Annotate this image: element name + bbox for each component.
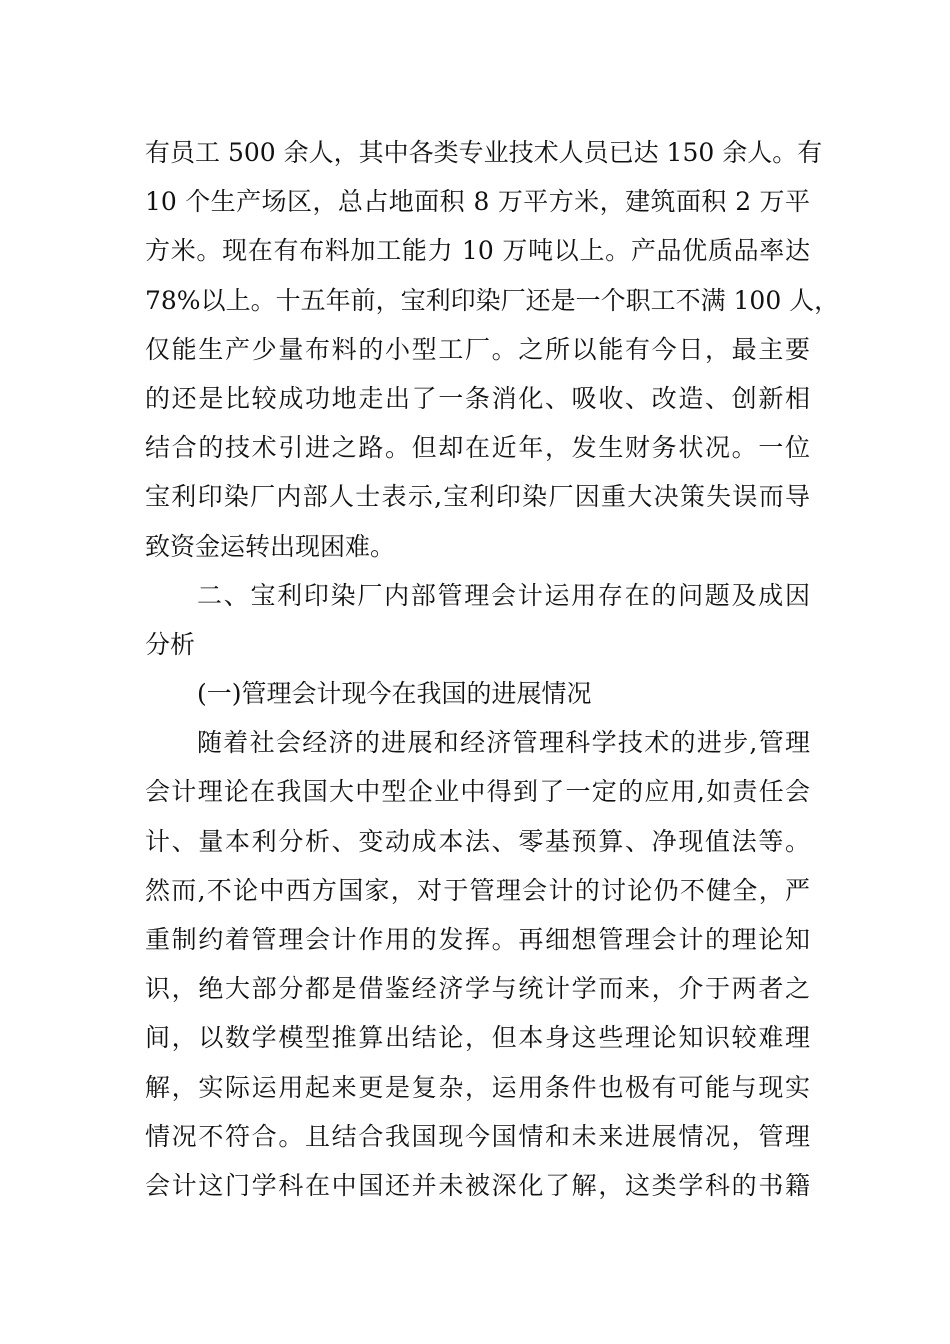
section-heading-continued: 分析 [145,629,196,659]
text-line: 计、量本利分析、变动成本法、零基预算、净现值法等。 [145,826,810,856]
text-line: 宝利印染厂内部人士表示,宝利印染厂因重大决策失误而导 [145,482,810,512]
text-line: 识，绝大部分都是借鉴经济学与统计学而来，介于两者之 [145,974,810,1004]
text-line: 随着社会经济的进展和经济管理科学技术的进步,管理 [197,728,810,758]
text-line: 的还是比较成功地走出了一条消化、吸收、改造、创新相 [145,383,810,413]
text-line: 会计这门学科在中国还并未被深化了解，这类学科的书籍 [145,1170,810,1200]
text-line: 然而,不论中西方国家，对于管理会计的讨论仍不健全，严 [145,875,810,905]
text-line: 情况不符合。且结合我国现今国情和未来进展情况，管理 [145,1121,810,1151]
text-line: 结合的技术引进之路。但却在近年，发生财务状况。一位 [145,433,810,463]
text-line: 间，以数学模型推算出结论，但本身这些理论知识较难理 [145,1023,810,1053]
text-line: 解，实际运用起来更是复杂，运用条件也极有可能与现实 [145,1072,810,1102]
text-line: 重制约着管理会计作用的发挥。再细想管理会计的理论知 [145,925,810,954]
text-line: 10 个生产场区，总占地面积 8 万平方米，建筑面积 2 万平 [145,187,810,217]
text-line: 仅能生产少量布料的小型工厂。之所以能有今日，最主要 [145,334,810,364]
text-line: 有员工 500 余人，其中各类专业技术人员已达 150 余人。有 [145,138,823,167]
text-line: 致资金运转出现困难。 [145,531,396,561]
section-heading: 二、宝利印染厂内部管理会计运用存在的问题及成因 [197,580,810,610]
text-line: 方米。现在有布料加工能力 10 万吨以上。产品优质品率达 [145,236,810,266]
text-line: 78%以上。十五年前，宝利印染厂还是一个职工不满 100 人， [145,285,840,315]
text-line: 会计理论在我国大中型企业中得到了一定的应用,如责任会 [145,777,810,807]
subsection-heading: (一)管理会计现今在我国的进展情况 [197,679,592,709]
body-text [145,128,840,1210]
